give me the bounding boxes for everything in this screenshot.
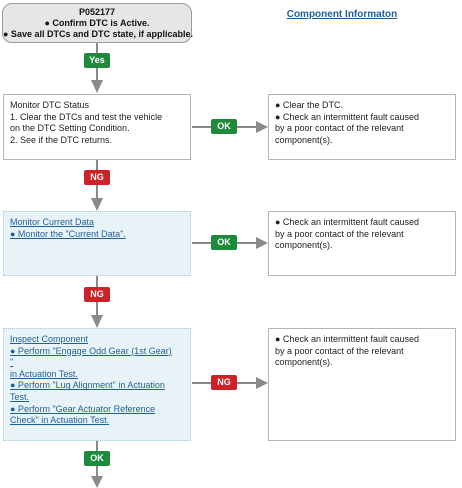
result-text: by a poor contact of the relevant [275, 123, 404, 134]
monitor-current-data-link[interactable]: ● Monitor the "Current Data". [10, 228, 126, 239]
result-text: ● Check an intermittent fault caused [275, 111, 420, 122]
arrowhead-down [91, 476, 103, 488]
engage-odd-gear-link[interactable]: in Actuation Test. [10, 368, 78, 379]
lug-alignment-link[interactable]: ● Perform "Lug Alignment" in Actuation [10, 380, 165, 391]
result-text: component(s). [275, 134, 333, 145]
step-title: Monitor DTC Status [10, 100, 90, 110]
step-monitor-dtc-status [3, 94, 191, 160]
result-text: component(s). [275, 240, 333, 251]
result-text: ● Check an intermittent fault caused [275, 217, 420, 227]
ok-badge-step3: OK [84, 451, 110, 466]
ng-badge-step3: NG [211, 375, 237, 390]
result-text: by a poor contact of the relevant [275, 345, 404, 356]
arrowhead-right [256, 121, 268, 133]
yes-badge: Yes [84, 53, 110, 68]
ng-badge-step1: NG [84, 170, 110, 185]
gear-actuator-reference-link[interactable]: ● Perform "Gear Actuator Reference [10, 403, 156, 414]
arrowhead-down [91, 315, 103, 328]
start-terminal [2, 3, 192, 43]
component-information-link[interactable]: Component Informaton [286, 9, 398, 20]
arrowhead-right [256, 237, 268, 249]
result-box-2 [268, 211, 456, 276]
start-instruction-1: ● Confirm DTC is Active. [44, 18, 150, 28]
result-text: ● Check an intermittent fault caused [275, 334, 420, 344]
start-instruction-2: ● Save all DTCs and DTC state, if applicable. [3, 29, 193, 39]
arrowhead-down [91, 80, 103, 93]
step-monitor-current-data [3, 211, 191, 276]
engage-odd-gear-link[interactable]: " [10, 357, 14, 368]
lug-alignment-link[interactable]: Test. [10, 391, 30, 402]
result-box-1 [268, 94, 456, 160]
gear-actuator-reference-link[interactable]: Check" in Actuation Test. [10, 415, 110, 426]
result-text: component(s). [275, 357, 333, 368]
ok-badge-step2: OK [211, 235, 237, 250]
step-text: 2. See if the DTC returns. [10, 134, 113, 145]
dtc-code: P052177 [78, 7, 116, 17]
result-text: ● Clear the DTC. [275, 100, 343, 110]
engage-odd-gear-link[interactable]: ● Perform "Engage Odd Gear (1st Gear) [10, 345, 172, 356]
step-inspect-component [3, 328, 191, 441]
result-text: by a poor contact of the relevant [275, 228, 404, 239]
step-title-link[interactable]: Inspect Component [10, 334, 89, 344]
ok-badge-step1: OK [211, 119, 237, 134]
step-title-link[interactable]: Monitor Current Data [10, 217, 95, 227]
ng-badge-step2: NG [84, 287, 110, 302]
arrowhead-right [256, 377, 268, 389]
step-text: 1. Clear the DTCs and test the vehicle [10, 111, 163, 122]
step-text: on the DTC Setting Condition. [10, 123, 130, 134]
result-box-3 [268, 328, 456, 441]
arrowhead-down [91, 198, 103, 211]
